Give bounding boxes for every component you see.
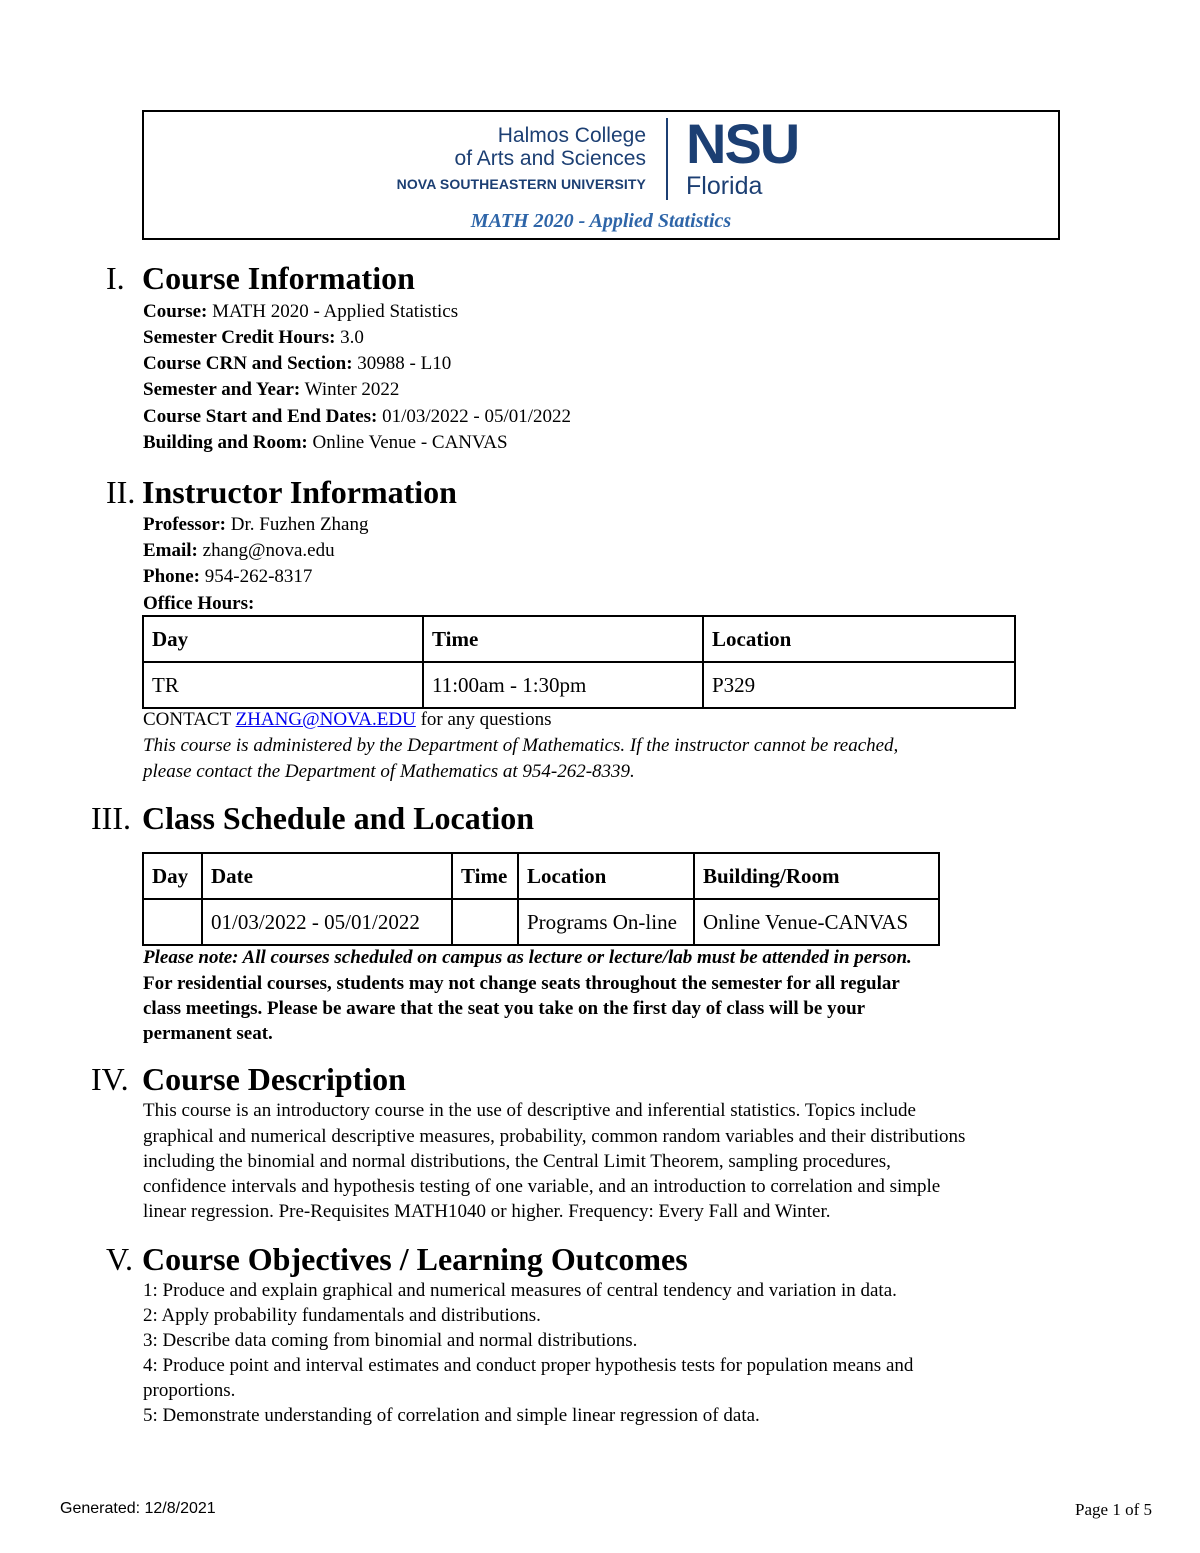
description-line: confidence intervals and hypothesis testing of one variable, and an introduction to correlation and simple — [143, 1176, 941, 1197]
field-value: 954-262-8317 — [200, 566, 313, 587]
info-start-end-dates — [143, 405, 571, 429]
department-note-line-1: This course is administered by the Department of Mathematics. If the instructor cannot be reached, — [143, 735, 899, 756]
section-number: I. — [106, 260, 125, 296]
table-header-row — [143, 616, 1015, 662]
table-header-cell: Time — [423, 616, 703, 662]
table-header-cell: Day — [143, 853, 202, 899]
schedule-note-in-person: Please note: All courses scheduled on campus as lecture or lecture/lab must be attended in person. — [143, 947, 912, 968]
field-value: Winter 2022 — [300, 379, 400, 400]
description-line: This course is an introductory course in the use of descriptive and inferential statistics. Topics include — [143, 1100, 916, 1121]
section-heading-course-objectives — [106, 1241, 688, 1277]
logo-florida: Florida — [686, 172, 763, 200]
section-heading-course-information — [106, 260, 415, 296]
schedule-note-line-2: For residential courses, students may not change seats throughout the semester for all regular — [143, 973, 900, 994]
field-value: 30988 - L10 — [352, 353, 452, 374]
info-semester-year — [143, 378, 399, 402]
table-cell: 11:00am - 1:30pm — [423, 662, 703, 708]
section-number: IV. — [91, 1061, 129, 1097]
description-line: graphical and numerical descriptive measures, probability, common random variables and their distributions — [143, 1126, 966, 1147]
nsu-logo — [686, 114, 798, 198]
section-heading-instructor-information — [106, 474, 457, 510]
footer-generated-date: Generated: 12/8/2021 — [60, 1500, 216, 1517]
table-header-cell: Day — [143, 616, 423, 662]
table-cell — [143, 899, 202, 945]
table-header-cell: Date — [202, 853, 452, 899]
table-header-row — [143, 853, 939, 899]
field-label: Email: — [143, 540, 198, 561]
table-cell: P329 — [703, 662, 1015, 708]
header-box — [142, 110, 1060, 240]
department-note-line-2: please contact the Department of Mathematics at 954-262-8339. — [143, 761, 635, 782]
office-hours-table — [142, 615, 1016, 709]
field-label: Course Start and End Dates: — [143, 406, 378, 427]
field-value: 01/03/2022 - 05/01/2022 — [377, 406, 572, 427]
table-cell: Programs On-line — [518, 899, 694, 945]
table-row — [143, 899, 939, 945]
instructor-professor — [143, 513, 369, 537]
field-label: Semester and Year: — [143, 379, 301, 400]
table-header-cell: Time — [452, 853, 518, 899]
objective-item: 3: Describe data coming from binomial and normal distributions. — [143, 1330, 638, 1351]
field-label: Course: — [143, 301, 208, 322]
contact-suffix: for any questions — [415, 709, 552, 730]
contact-email-link[interactable]: ZHANG@NOVA.EDU — [235, 709, 416, 730]
description-line: linear regression. Pre-Requisites MATH1040 or higher. Frequency: Every Fall and Winter. — [143, 1201, 831, 1222]
table-cell: TR — [143, 662, 423, 708]
section-heading-course-description — [91, 1061, 406, 1097]
schedule-note-line-4: permanent seat. — [143, 1023, 273, 1044]
info-credit-hours — [143, 326, 364, 350]
table-header-cell: Location — [703, 616, 1015, 662]
table-header-cell: Building/Room — [694, 853, 939, 899]
field-label: Professor: — [143, 514, 227, 535]
table-cell: Online Venue-CANVAS — [694, 899, 939, 945]
objective-item-continued: proportions. — [143, 1380, 236, 1401]
instructor-office-hours — [143, 592, 254, 616]
document-title: MATH 2020 - Applied Statistics — [470, 210, 732, 232]
field-label: Semester Credit Hours: — [143, 327, 336, 348]
table-cell — [452, 899, 518, 945]
section-number: V. — [106, 1241, 133, 1277]
info-building-room — [143, 431, 508, 455]
section-title: Class Schedule and Location — [142, 800, 535, 836]
college-logo-text — [397, 124, 646, 194]
field-label: Phone: — [143, 566, 200, 587]
field-value: Dr. Fuzhen Zhang — [226, 514, 369, 535]
field-value: zhang@nova.edu — [197, 540, 335, 561]
section-title: Course Objectives / Learning Outcomes — [142, 1241, 688, 1277]
objective-item: 1: Produce and explain graphical and numerical measures of central tendency and variation in data. — [143, 1280, 897, 1301]
field-label: Building and Room: — [143, 432, 308, 453]
table-header-cell: Location — [518, 853, 694, 899]
field-value: Online Venue - CANVAS — [307, 432, 508, 453]
info-course — [143, 300, 458, 324]
logo-line-3: NOVA SOUTHEASTERN UNIVERSITY — [396, 176, 646, 192]
instructor-phone — [143, 565, 312, 589]
objective-item: 5: Demonstrate understanding of correlation and simple linear regression of data. — [143, 1405, 760, 1426]
description-line: including the binomial and normal distributions, the Central Limit Theorem, sampling procedures, — [143, 1151, 891, 1172]
field-value: MATH 2020 - Applied Statistics — [207, 301, 459, 322]
table-row — [143, 662, 1015, 708]
logo-nsu: NSU — [686, 112, 799, 175]
objective-item: 2: Apply probability fundamentals and distributions. — [143, 1305, 541, 1326]
section-title: Course Description — [142, 1061, 406, 1097]
section-number: II. — [106, 474, 136, 510]
schedule-note-line-3: class meetings. Please be aware that the seat you take on the first day of class will be your — [143, 998, 866, 1019]
logo-line-1: Halmos College — [497, 124, 646, 147]
schedule-table — [142, 852, 940, 946]
objective-item: 4: Produce point and interval estimates and conduct proper hypothesis tests for population means and — [143, 1355, 914, 1376]
table-cell: 01/03/2022 - 05/01/2022 — [202, 899, 452, 945]
info-crn-section — [143, 352, 451, 376]
instructor-email — [143, 539, 335, 563]
footer-page-number: Page 1 of 5 — [1075, 1500, 1152, 1519]
logo-divider — [666, 118, 668, 200]
field-value: 3.0 — [335, 327, 364, 348]
field-label: Course CRN and Section: — [143, 353, 353, 374]
logo-line-2: of Arts and Sciences — [454, 147, 646, 170]
contact-line — [143, 708, 551, 732]
section-heading-class-schedule — [91, 800, 534, 836]
section-title: Instructor Information — [142, 474, 457, 510]
section-number: III. — [91, 800, 131, 836]
contact-prefix: CONTACT — [143, 709, 236, 730]
section-title: Course Information — [142, 260, 415, 296]
field-label: Office Hours: — [143, 593, 255, 614]
